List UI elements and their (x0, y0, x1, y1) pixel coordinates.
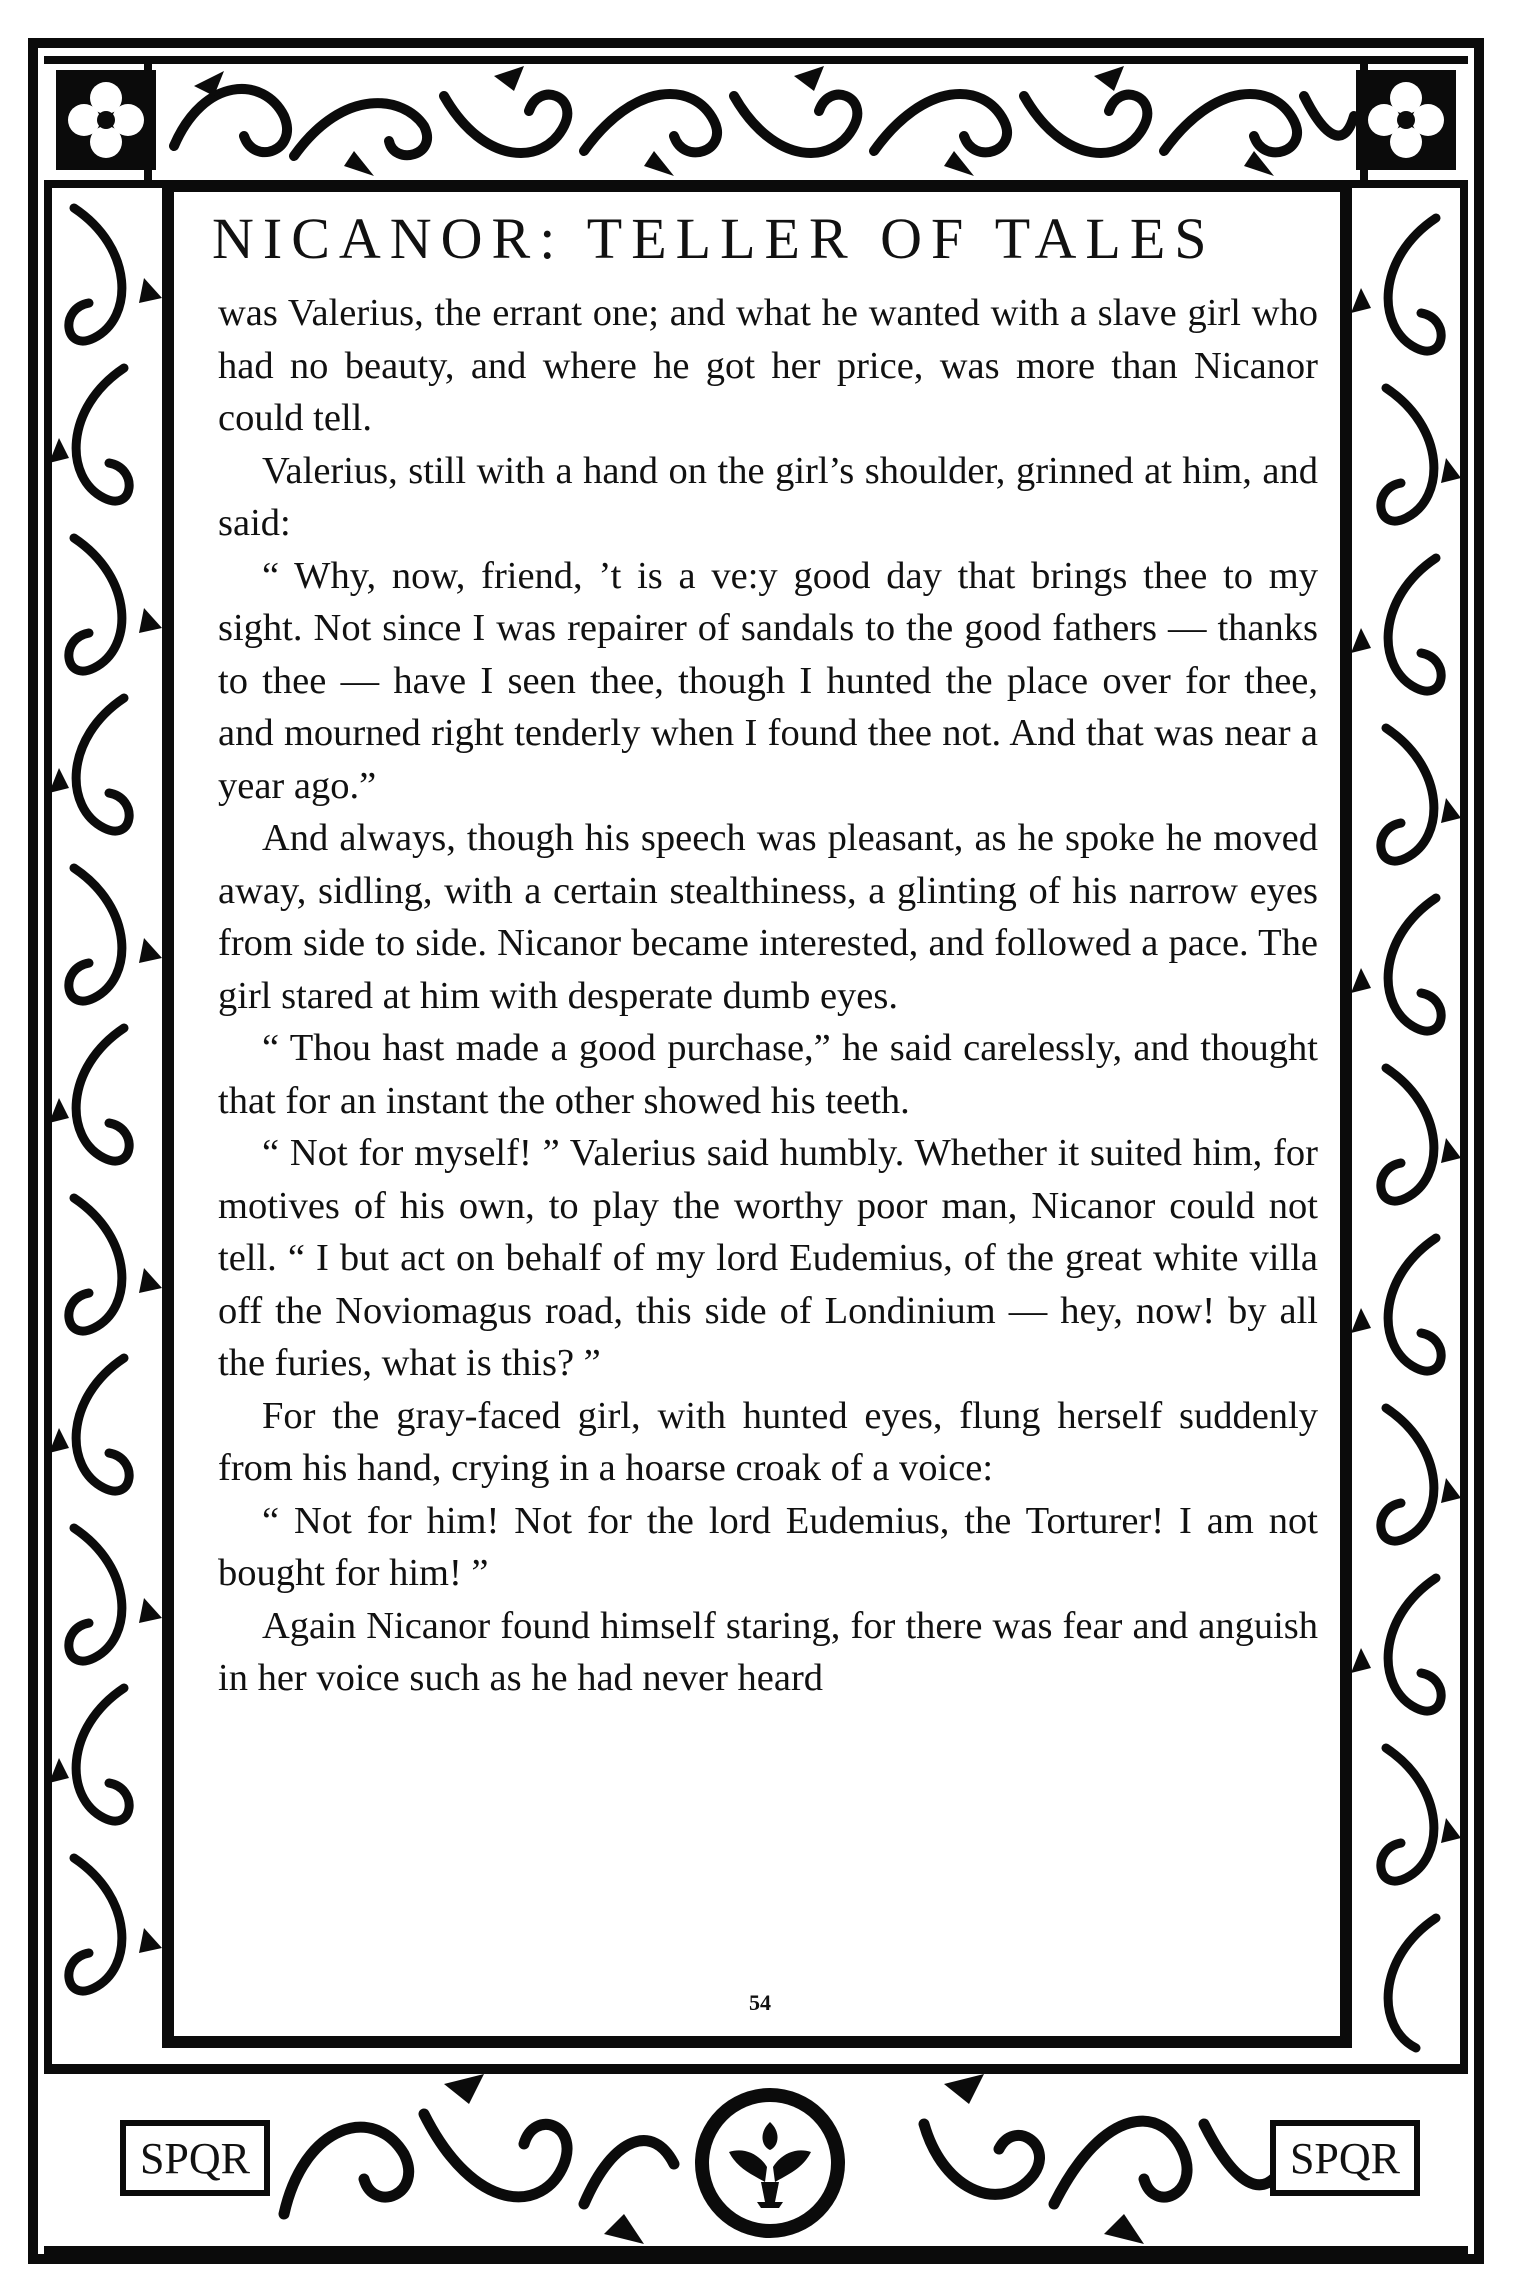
running-head: NICANOR: TELLER OF TALES (212, 206, 1216, 271)
flower-icon (1356, 70, 1456, 170)
flower-icon (56, 70, 156, 170)
paragraph: And always, though his speech was pleasant, as he spoke he moved away, sidling, with a certain stealthiness, a glinting of his narrow eyes from side to side. Nicanor became interested, and followed a pace. The girl stared at him with desperate dumb eyes. (218, 817, 1318, 1017)
right-scroll-ornament (1346, 188, 1468, 2064)
paragraph: “ Not for him! Not for the lord Eudemius, the Torturer! I am not bought for him! ” (218, 1499, 1318, 1594)
paragraph: “ Why, now, friend, ’t is a ve:y good day that brings thee to my sight. Not since I was repairer of sandals to the good fathers — thanks to thee — have I seen thee, though I hunted the place over for thee, and mourned right tenderly when I found thee not. And that was near a year ago.” (218, 554, 1318, 807)
paragraph: For the gray-faced girl, with hunted eyes, flung herself suddenly from his hand, crying in a hoarse croak of a voice: (218, 1394, 1318, 1489)
medallion-face (709, 2102, 831, 2224)
corner-flower-right (1356, 70, 1456, 170)
paragraph: Again Nicanor found himself staring, for there was fear and anguish in her voice such as he had never heard (218, 1604, 1318, 1699)
left-ornament-band (44, 188, 168, 2064)
spqr-cartouche-right: SPQR (1270, 2120, 1420, 2196)
paragraph: “ Thou hast made a good purchase,” he said carelessly, and thought that for an instant the other showed his teeth. (218, 1027, 1318, 1122)
body-text (218, 287, 1318, 1705)
right-ornament-band (1346, 188, 1468, 2064)
left-scroll-ornament (44, 188, 168, 2064)
corner-flower-left (56, 70, 156, 170)
paragraph: was Valerius, the errant one; and what he wanted with a slave girl who had no beauty, and where he got her price, was more than Nicanor could tell. (218, 292, 1318, 439)
paragraph: “ Not for myself! ” Valerius said humbly. Whether it suited him, for motives of his own, to play the worthy poor man, Nicanor could not tell. “ I but act on behalf of my lord Eudemius, of the great white villa off the Noviomagus road, this side of Londinium — hey, now! by all the furies, what is this? ” (218, 1132, 1318, 1384)
eagle-icon (709, 2102, 831, 2224)
top-ornament-band (44, 56, 1468, 188)
spqr-cartouche-left: SPQR (120, 2120, 270, 2196)
eagle-medallion (695, 2088, 845, 2238)
page-number: 54 (749, 1990, 771, 2015)
top-scroll-ornament (44, 56, 1468, 188)
paragraph: Valerius, still with a hand on the girl’s shoulder, grinned at him, and said: (218, 449, 1318, 544)
